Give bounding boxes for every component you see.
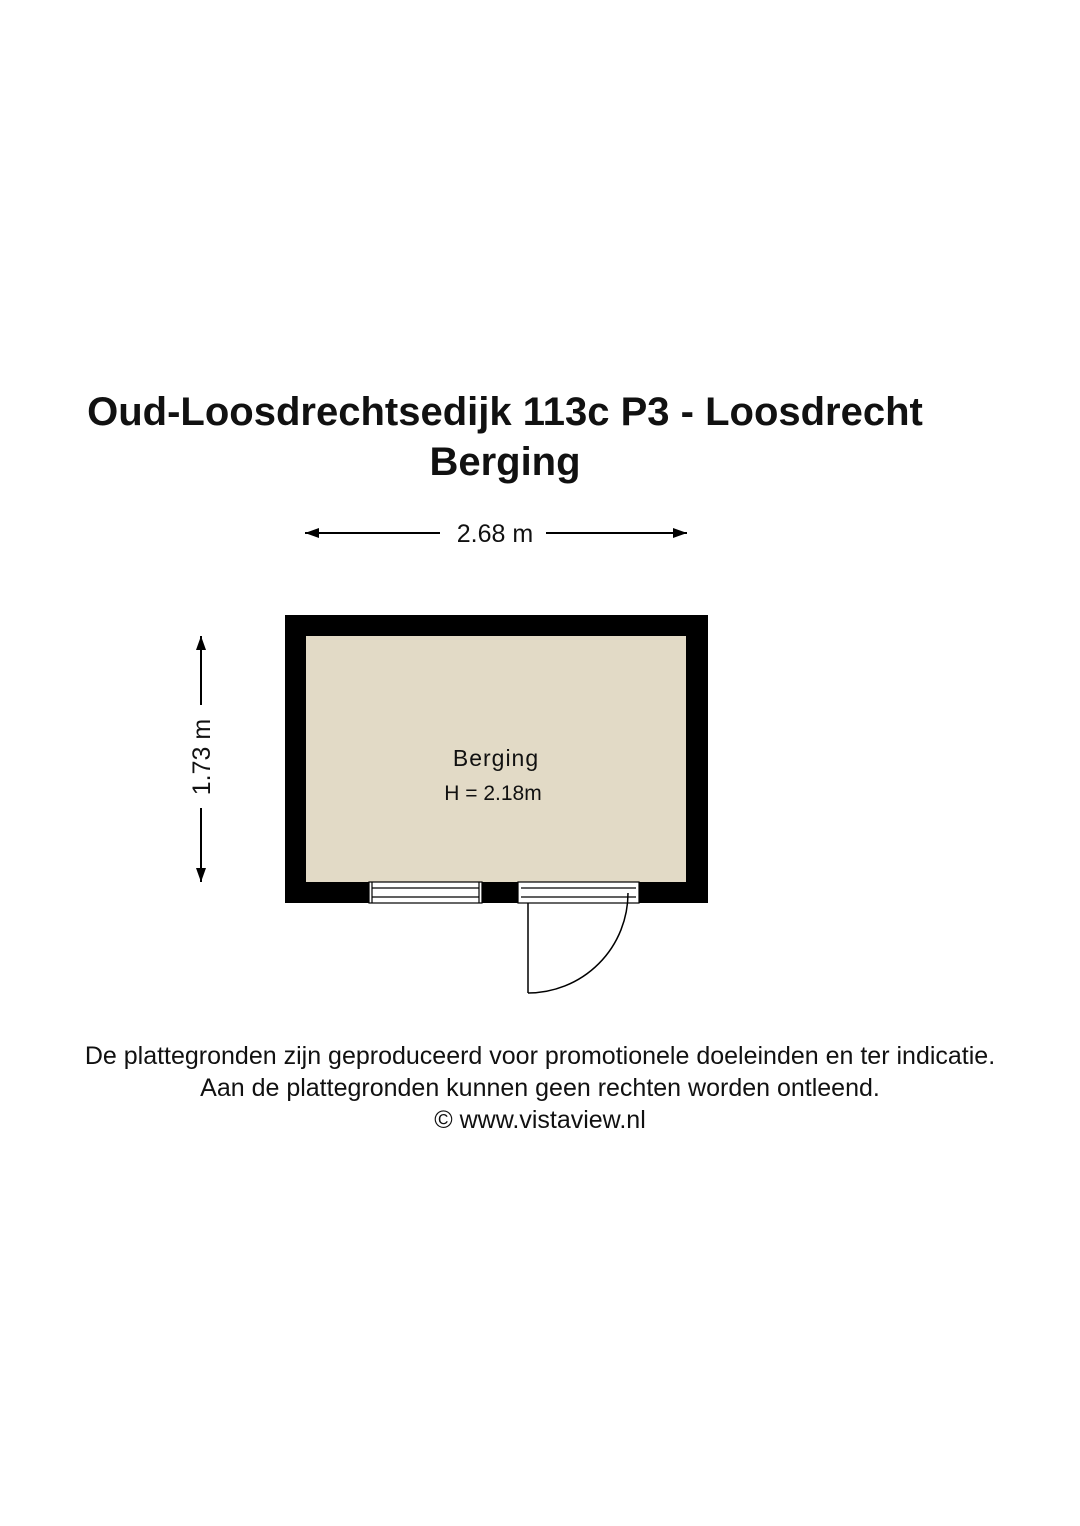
depth-dimension-label: 1.73 m [188,718,216,796]
floor-title: Berging [429,440,581,484]
door-swing [528,893,628,993]
wall-right [686,615,708,903]
copyright-text: © www.vistaview.nl [434,1106,646,1134]
disclaimer-text: De plattegronden zijn geproduceerd voor promotionele doeleinden en ter indicatie. [84,1042,996,1070]
width-dimension [305,520,687,548]
wall-top [285,615,708,636]
window [369,882,482,903]
depth-dimension [188,636,216,882]
wall-bottom-right [639,882,708,903]
disclaimer-rights-text: Aan de plattegronden kunnen geen rechten worden ontleend. [200,1074,880,1102]
room-name: Berging [452,745,540,771]
door-swing-arc [528,893,628,993]
wall-bottom-middle [482,882,518,903]
wall-bottom-left [285,882,369,903]
door-frame [518,882,639,903]
room-height: H = 2.18m [444,782,542,805]
wall-left [285,615,306,903]
width-dimension-label: 2.68 m [456,520,534,548]
address-title: Oud-Loosdrechtsedijk 113c P3 - Loosdrecht [87,390,923,434]
